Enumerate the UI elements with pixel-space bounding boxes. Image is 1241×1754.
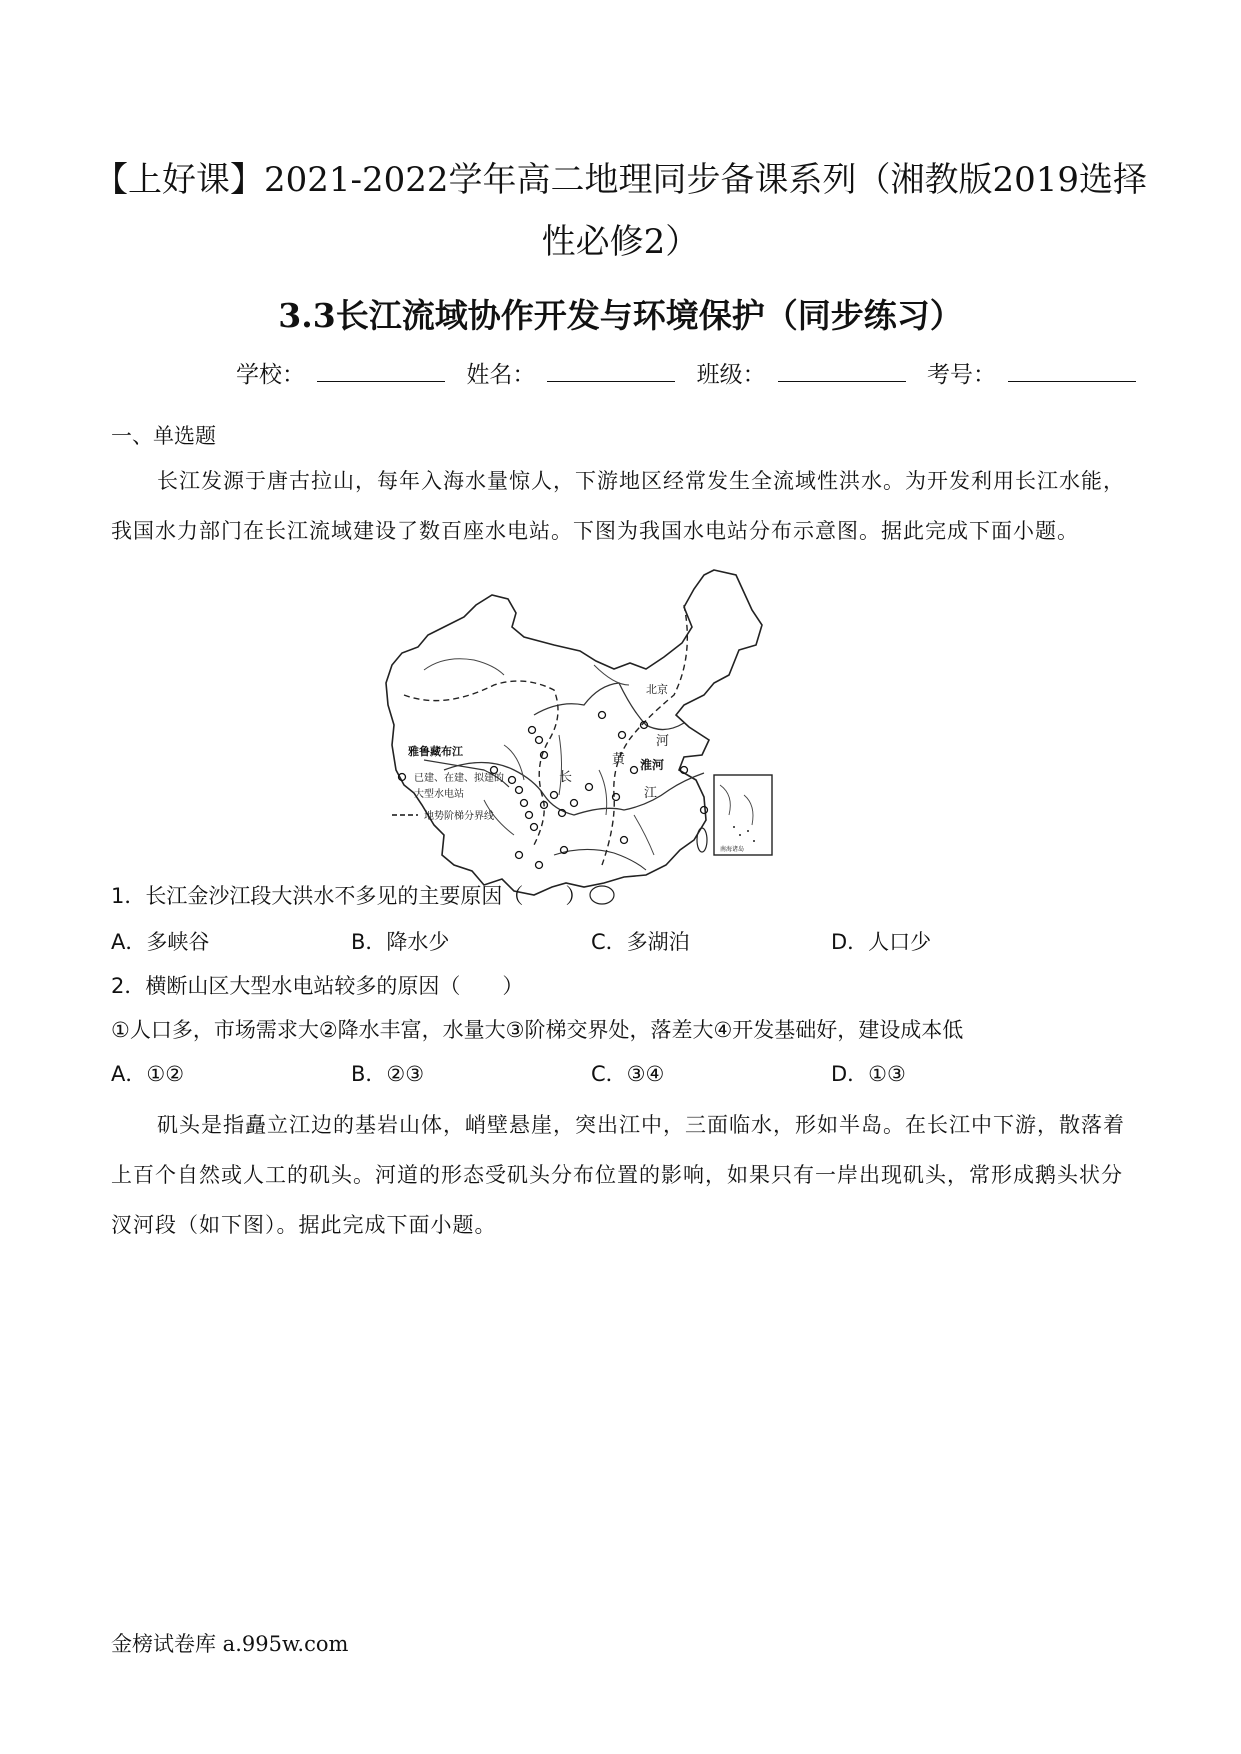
passage-2-line-2: 上百个自然或人工的矶头。河道的形态受矶头分布位置的影响，如果只有一岸出现矶头，常形成鹅头状分: [111, 1163, 1123, 1187]
passage-1: [111, 456, 1125, 556]
q2-option-a[interactable]: A．①②: [111, 1062, 185, 1086]
terrain-step-boundary-2: [602, 605, 687, 865]
question-1-stem: 1．长江金沙江段大洪水不多见的主要原因（ ）: [111, 884, 587, 908]
class-label: 班级：: [696, 362, 766, 388]
label-jiang: 江: [644, 786, 658, 801]
legend-station-line1: 已建、在建、拟建的: [414, 773, 504, 784]
school-label: 学校：: [236, 362, 305, 388]
passage-2-line-3: 汊河段（如下图）。据此完成下面小题。: [111, 1213, 497, 1237]
q1-option-c[interactable]: C．多湖泊: [591, 930, 690, 954]
class-blank[interactable]: [778, 359, 906, 382]
question-2-stem: 2．横断山区大型水电站较多的原因（ ）: [111, 974, 524, 998]
inset-label: 南海诸岛: [720, 846, 745, 853]
page-subtitle: 3.3长江流域协作开发与环境保护（同步练习）: [278, 296, 963, 335]
page-title-line2: 性必修2）: [541, 222, 700, 262]
passage-1-line-2: 我国水力部门在长江流域建设了数百座水电站。下图为我国水电站分布示意图。据此完成下面小题。: [111, 519, 1079, 543]
label-huang: 黄: [612, 752, 626, 767]
label-chang: 长: [559, 770, 573, 785]
pearl-river: [554, 849, 646, 870]
passage-1-line-1: 长江发源于唐古拉山，每年入海水量惊人，下游地区经常发生全流域性洪水。为开发利用长江水能，: [157, 469, 1125, 493]
name-blank[interactable]: [547, 359, 675, 382]
q1-option-b[interactable]: B．降水少: [351, 930, 450, 954]
q1-option-d[interactable]: D．人口少: [831, 930, 932, 954]
student-info-row: [236, 356, 1150, 389]
hydropower-station-markers: [491, 712, 708, 869]
label-he: 河: [656, 734, 670, 749]
q2-option-b[interactable]: B．②③: [351, 1062, 425, 1086]
passage-2: [111, 1100, 1125, 1250]
label-huaihe: 淮河: [640, 758, 665, 772]
section-title: 一、单选题: [111, 424, 216, 448]
q2-option-d[interactable]: D．①③: [831, 1062, 906, 1086]
q1-option-a[interactable]: A．多峡谷: [111, 930, 210, 954]
question-2-statements: ①人口多，市场需求大②降水丰富，水量大③阶梯交界处，落差大④开发基础好，建设成本低: [111, 1018, 964, 1042]
passage-2-line-1: 矶头是指矗立江边的基岩山体，峭壁悬崖，突出江中，三面临水，形如半岛。在长江中下游，散落着: [157, 1113, 1125, 1137]
page-title-line1: 【上好课】2021-2022学年高二地理同步备课系列（湘教版2019选择: [93, 160, 1148, 200]
q2-option-c[interactable]: C．③④: [591, 1062, 665, 1086]
taiwan-island: [697, 828, 707, 852]
legend-station-line2: 大型水电站: [414, 789, 464, 800]
label-yarlung: 雅鲁藏布江: [408, 745, 463, 758]
name-label: 姓名：: [466, 362, 536, 388]
school-blank[interactable]: [317, 359, 445, 382]
legend-boundary-label: 地势阶梯分界线: [424, 811, 494, 822]
exam-number-label: 考号：: [926, 362, 996, 388]
china-outline: [386, 570, 762, 895]
exam-number-blank[interactable]: [1008, 359, 1136, 382]
footer-watermark: 金榜试卷库 a.995w.com: [111, 1632, 349, 1656]
hainan-island: [590, 886, 614, 904]
label-beijing: 北京: [646, 683, 668, 696]
